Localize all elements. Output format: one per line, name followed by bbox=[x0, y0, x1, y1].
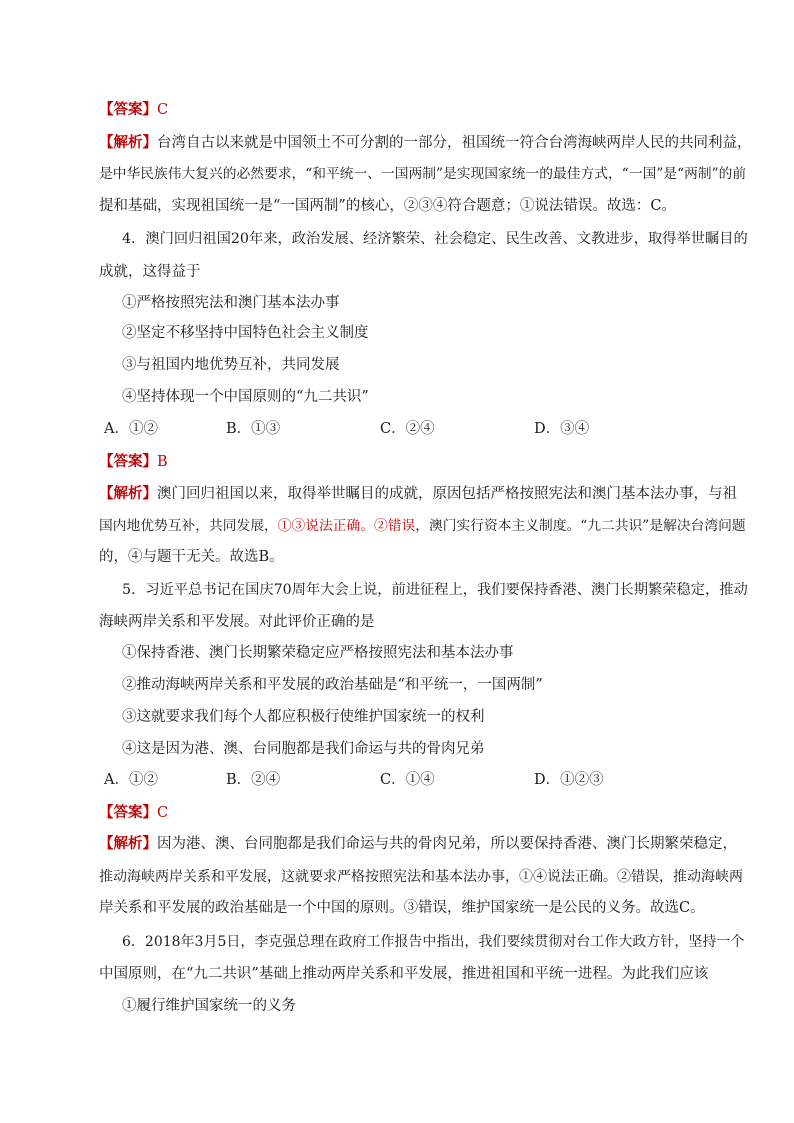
explanation-text: ，澳门实行资本主义制度。“九二共识”是解决台湾问题 bbox=[415, 518, 746, 534]
explanation-text: 澳门回归祖国以来，取得举世瞩目的成就，原因包括严格按照宪法和澳门基本法办事，与祖 bbox=[157, 486, 737, 502]
explanation-line: 提和基础，实现祖国统一是“一国两制”的核心，②③④符合题意；①说法错误。故选：C。 bbox=[99, 198, 676, 214]
explanation-text: 台湾自古以来就是中国领土不可分割的一部分，祖国统一符合台湾海峡两岸人民的共同利益， bbox=[157, 135, 752, 151]
statement-item: ③这就要求我们每个人都应积极行使维护国家统一的权利 bbox=[122, 709, 485, 725]
question-stem: 海峡两岸关系和平发展。对此评价正确的是 bbox=[99, 614, 375, 630]
answer-value: C bbox=[157, 102, 169, 118]
statement-item: ④坚持体现一个中国原则的“九二共识” bbox=[122, 389, 369, 405]
explanation-line bbox=[99, 133, 752, 153]
question-stem: 4．澳门回归祖国20年来，政治发展、经济繁荣、社会稳定、民生改善、文教进步，取得举世瞩目的 bbox=[122, 231, 748, 247]
option-b: B．②④ bbox=[226, 772, 281, 788]
options-row bbox=[99, 770, 699, 790]
question-stem: 6．2018年3月5日，李克强总理在政府工作报告中指出，我们要续贯彻对台工作大政方针，坚持一个 bbox=[122, 934, 745, 950]
explanation-text: 因为港、澳、台同胞都是我们命运与共的骨肉兄弟，所以要保持香港、澳门长期繁荣稳定， bbox=[157, 836, 737, 852]
explanation-line bbox=[99, 516, 746, 536]
explanation-line: 推动海峡两岸关系和平发展，这就要求严格按照宪法和基本法办事，①④说法正确。②错误，推动海峡两 bbox=[99, 869, 743, 885]
option-c: C．①④ bbox=[380, 772, 435, 788]
explanation-tag: 【解析】 bbox=[99, 485, 157, 502]
answer-tag: 【答案】 bbox=[99, 101, 157, 118]
highlighted-text: ①③说法正确。②错误 bbox=[277, 518, 416, 534]
statement-item: ③与祖国内地优势互补，共同发展 bbox=[122, 357, 340, 373]
answer-tag: 【答案】 bbox=[99, 804, 157, 821]
explanation-text: 国内地优势互补，共同发展， bbox=[99, 518, 278, 534]
answer-line-q5 bbox=[99, 803, 168, 823]
explanation-line: 岸关系和平发展的政治基础是一个中国的原则。③错误，维护国家统一是公民的义务。故选C。 bbox=[99, 900, 705, 916]
explanation-tag: 【解析】 bbox=[99, 835, 157, 852]
answer-line-q4 bbox=[99, 452, 168, 472]
answer-tag: 【答案】 bbox=[99, 453, 157, 470]
statement-item: ①严格按照宪法和澳门基本法办事 bbox=[122, 295, 340, 311]
statement-item: ①保持香港、澳门长期繁荣稳定应严格按照宪法和基本法办事 bbox=[122, 645, 514, 661]
statement-item: ②坚定不移坚持中国特色社会主义制度 bbox=[122, 325, 369, 341]
option-b: B．①③ bbox=[226, 421, 281, 437]
answer-value: C bbox=[157, 805, 169, 821]
options-row bbox=[99, 419, 699, 439]
explanation-line bbox=[99, 834, 737, 854]
explanation-line: 的，④与题干无关。故选B。 bbox=[99, 549, 284, 565]
statement-item: ①履行维护国家统一的义务 bbox=[122, 998, 296, 1014]
option-a: A．①② bbox=[104, 421, 158, 437]
answer-line-q3 bbox=[99, 100, 168, 120]
statement-item: ②推动海峡两岸关系和平发展的政治基础是“和平统一，一国两制” bbox=[122, 677, 543, 693]
explanation-line bbox=[99, 484, 737, 504]
explanation-tag: 【解析】 bbox=[99, 134, 157, 151]
question-stem: 5．习近平总书记在国庆70周年大会上说，前进征程上，我们要保持香港、澳门长期繁荣稳定，推动 bbox=[122, 582, 748, 598]
explanation-line: 是中华民族伟大复兴的必然要求，“和平统一、一国两制”是实现国家统一的最佳方式，“一国”是“两制”的前 bbox=[99, 166, 747, 182]
option-c: C．②④ bbox=[380, 421, 435, 437]
option-a: A．①② bbox=[104, 772, 158, 788]
option-d: D．①②③ bbox=[534, 772, 604, 788]
statement-item: ④这是因为港、澳、台同胞都是我们命运与共的骨肉兄弟 bbox=[122, 741, 485, 757]
answer-value: B bbox=[157, 454, 168, 470]
question-stem: 中国原则，在“九二共识”基础上推动两岸关系和平发展，推进祖国和平统一进程。为此我们应该 bbox=[99, 966, 709, 982]
question-stem: 成就，这得益于 bbox=[99, 264, 201, 280]
option-d: D．③④ bbox=[534, 421, 590, 437]
